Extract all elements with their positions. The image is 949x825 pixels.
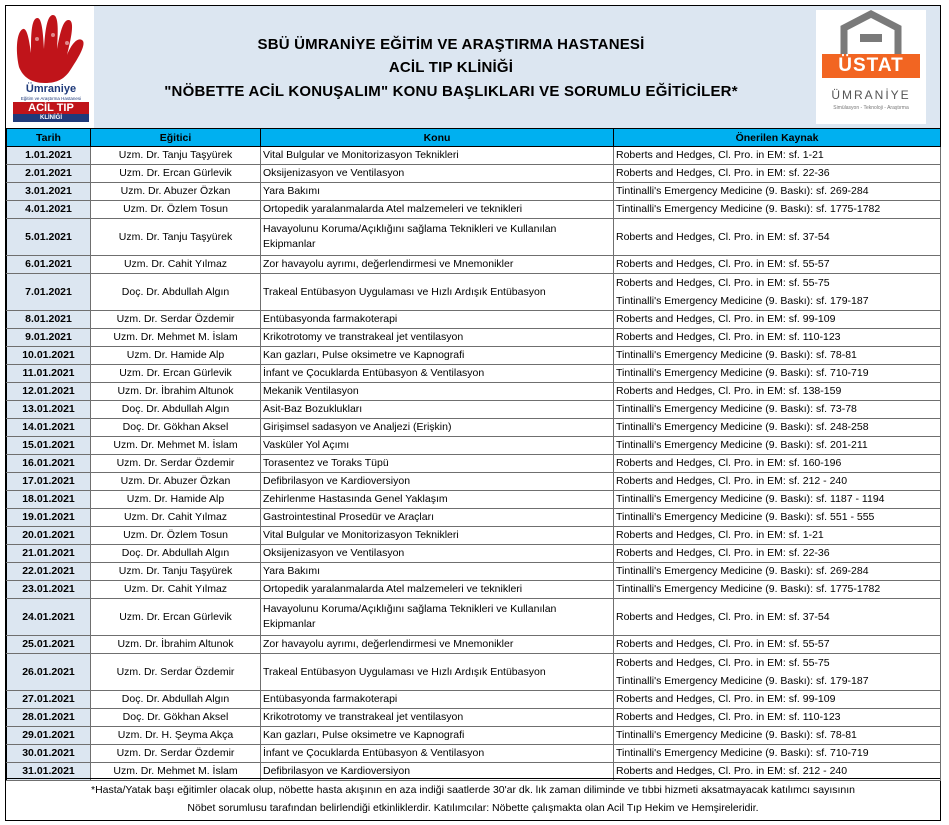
- table-row: [7, 347, 941, 365]
- topic-cell: Entübasyonda farmakoterapi: [261, 691, 614, 709]
- table-row: [7, 527, 941, 545]
- topic-cell: Havayolunu Koruma/Açıklığını sağlama Teknikleri ve Kullanılan Ekipmanlar: [261, 219, 614, 256]
- clinic-title: ACİL TIP KLİNİĞİ: [388, 59, 514, 76]
- topic-cell: Gastrointestinal Prosedür ve Araçları: [261, 509, 614, 527]
- date-cell: 28.01.2021: [7, 709, 91, 727]
- source-line: Tintinalli's Emergency Medicine (9. Baskı): sf. 1187 - 1194: [616, 493, 885, 505]
- date-cell: 22.01.2021: [7, 563, 91, 581]
- source-cell: [614, 545, 941, 563]
- source-cell: [614, 383, 941, 401]
- table-header-row: [7, 129, 941, 147]
- table-row: [7, 491, 941, 509]
- table-row: [7, 401, 941, 419]
- source-cell: [614, 401, 941, 419]
- source-line: Roberts and Hedges, Cl. Pro. in EM: sf. 110-123: [616, 711, 841, 723]
- date-cell: 2.01.2021: [7, 165, 91, 183]
- trainer-cell: Uzm. Dr. Cahit Yılmaz: [91, 581, 261, 599]
- table-row: [7, 419, 941, 437]
- topic-cell: Zor havayolu ayrımı, değerlendirmesi ve Mnemonikler: [261, 256, 614, 274]
- date-cell: 29.01.2021: [7, 727, 91, 745]
- date-cell: 7.01.2021: [7, 274, 91, 311]
- source-line: Roberts and Hedges, Cl. Pro. in EM: sf. 22-36: [616, 167, 830, 179]
- trainer-cell: Uzm. Dr. Hamide Alp: [91, 491, 261, 509]
- topic-cell: Torasentez ve Toraks Tüpü: [261, 455, 614, 473]
- table-row: [7, 383, 941, 401]
- source-line: Roberts and Hedges, Cl. Pro. in EM: sf. 212 - 240: [616, 765, 848, 777]
- trainer-cell: Uzm. Dr. Cahit Yılmaz: [91, 509, 261, 527]
- date-cell: 21.01.2021: [7, 545, 91, 563]
- topic-cell: Yara Bakımı: [261, 183, 614, 201]
- source-cell: [614, 636, 941, 654]
- date-cell: 24.01.2021: [7, 599, 91, 636]
- trainer-cell: Doç. Dr. Abdullah Algın: [91, 691, 261, 709]
- topic-cell: Mekanik Ventilasyon: [261, 383, 614, 401]
- source-line: Tintinalli's Emergency Medicine (9. Baskı): sf. 248-258: [616, 421, 869, 433]
- table-row: [7, 183, 941, 201]
- date-cell: 31.01.2021: [7, 763, 91, 781]
- source-line: Roberts and Hedges, Cl. Pro. in EM: sf. 37-54: [616, 610, 830, 623]
- date-cell: 27.01.2021: [7, 691, 91, 709]
- source-cell: [614, 419, 941, 437]
- topic-cell: Vital Bulgular ve Monitorizasyon Teknikleri: [261, 527, 614, 545]
- table-row: [7, 201, 941, 219]
- table-row: [7, 745, 941, 763]
- ustat-tagline: Simülasyon - Teknoloji - Araştırma: [833, 105, 909, 111]
- table-row: [7, 219, 941, 256]
- topic-cell: Entübasyonda farmakoterapi: [261, 311, 614, 329]
- topic-cell: İnfant ve Çocuklarda Entübasyon & Ventilasyon: [261, 365, 614, 383]
- source-line: Tintinalli's Emergency Medicine (9. Baskı): sf. 269-284: [616, 565, 869, 577]
- trainer-cell: Uzm. Dr. Tanju Taşyürek: [91, 147, 261, 165]
- date-cell: 13.01.2021: [7, 401, 91, 419]
- date-cell: 8.01.2021: [7, 311, 91, 329]
- source-cell: [614, 274, 941, 311]
- source-cell: [614, 745, 941, 763]
- trainer-cell: Uzm. Dr. Ercan Gürlevik: [91, 599, 261, 636]
- source-line: Roberts and Hedges, Cl. Pro. in EM: sf. 212 - 240: [616, 475, 848, 487]
- source-line: Roberts and Hedges, Cl. Pro. in EM: sf. 55-75: [616, 657, 830, 669]
- topic-cell: Yara Bakımı: [261, 563, 614, 581]
- trainer-cell: Uzm. Dr. İbrahim Altunok: [91, 636, 261, 654]
- table-row: [7, 455, 941, 473]
- source-cell: [614, 491, 941, 509]
- source-line: Tintinalli's Emergency Medicine (9. Baskı): sf. 269-284: [616, 185, 869, 197]
- schedule-table: [6, 128, 941, 781]
- topic-cell: Ortopedik yaralanmalarda Atel malzemeleri ve teknikleri: [261, 201, 614, 219]
- source-cell: [614, 563, 941, 581]
- source-cell: [614, 509, 941, 527]
- table-row: [7, 563, 941, 581]
- topic-cell: Kan gazları, Pulse oksimetre ve Kapnografi: [261, 347, 614, 365]
- topic-cell: Vasküler Yol Açımı: [261, 437, 614, 455]
- trainer-cell: Doç. Dr. Abdullah Algın: [91, 401, 261, 419]
- source-line: Roberts and Hedges, Cl. Pro. in EM: sf. 1-21: [616, 149, 824, 161]
- trainer-cell: Uzm. Dr. Mehmet M. İslam: [91, 763, 261, 781]
- table-row: [7, 165, 941, 183]
- footnote-line-1: *Hasta/Yatak başı eğitimler olacak olup, nöbette hasta akışının en aza indiği saatlerde 30'ar dk. lık zaman diliminde ve tıbbi hizmeti aksatmayacak katılımcı sayısının: [90, 784, 856, 796]
- trainer-cell: Uzm. Dr. Tanju Taşyürek: [91, 219, 261, 256]
- trainer-cell: Uzm. Dr. Özlem Tosun: [91, 527, 261, 545]
- trainer-cell: Uzm. Dr. Abuzer Özkan: [91, 183, 261, 201]
- source-line: Roberts and Hedges, Cl. Pro. in EM: sf. 1-21: [616, 529, 824, 541]
- trainer-cell: Uzm. Dr. Serdar Özdemir: [91, 745, 261, 763]
- source-cell: [614, 437, 941, 455]
- document-title: "NÖBETTE ACİL KONUŞALIM" KONU BAŞLIKLARI VE SORUMLU EĞİTİCİLER*: [164, 83, 738, 100]
- source-cell: [614, 527, 941, 545]
- date-cell: 17.01.2021: [7, 473, 91, 491]
- topic-cell: Ortopedik yaralanmalarda Atel malzemeleri ve teknikleri: [261, 581, 614, 599]
- trainer-cell: Doç. Dr. Gökhan Aksel: [91, 709, 261, 727]
- topic-cell: Krikotrotomy ve transtrakeal jet ventilasyon: [261, 709, 614, 727]
- source-cell: [614, 183, 941, 201]
- table-row: [7, 636, 941, 654]
- date-cell: 20.01.2021: [7, 527, 91, 545]
- source-cell: [614, 365, 941, 383]
- topic-cell: Oksijenizasyon ve Ventilasyon: [261, 165, 614, 183]
- source-line: Tintinalli's Emergency Medicine (9. Baskı): sf. 201-211: [616, 439, 868, 451]
- source-line: Roberts and Hedges, Cl. Pro. in EM: sf. 99-109: [616, 693, 836, 705]
- trainer-cell: Uzm. Dr. Hamide Alp: [91, 347, 261, 365]
- date-cell: 4.01.2021: [7, 201, 91, 219]
- topic-cell: Zehirlenme Hastasında Genel Yaklaşım: [261, 491, 614, 509]
- source-cell: [614, 219, 941, 256]
- source-cell: [614, 473, 941, 491]
- source-line: Tintinalli's Emergency Medicine (9. Baskı): sf. 1775-1782: [616, 583, 881, 595]
- topic-cell: Asit-Baz Bozuklukları: [261, 401, 614, 419]
- source-cell: [614, 201, 941, 219]
- source-line: Roberts and Hedges, Cl. Pro. in EM: sf. 138-159: [616, 385, 842, 397]
- source-line: Tintinalli's Emergency Medicine (9. Baskı): sf. 1775-1782: [616, 203, 881, 215]
- source-line: Roberts and Hedges, Cl. Pro. in EM: sf. 22-36: [616, 547, 830, 559]
- source-line: Tintinalli's Emergency Medicine (9. Baskı): sf. 78-81: [616, 349, 857, 361]
- topic-cell: Defibrilasyon ve Kardioversiyon: [261, 763, 614, 781]
- table-row: [7, 691, 941, 709]
- source-line: Tintinalli's Emergency Medicine (9. Baskı): sf. 710-719: [616, 367, 869, 379]
- source-line: Tintinalli's Emergency Medicine (9. Baskı): sf. 551 - 555: [616, 511, 875, 523]
- source-line: Roberts and Hedges, Cl. Pro. in EM: sf. 55-57: [616, 258, 830, 270]
- source-line: Tintinalli's Emergency Medicine (9. Baskı): sf. 179-187: [616, 675, 869, 687]
- footnote-line-2: Nöbet sorumlusu tarafından belirlendiği etkinliklerdir. Katılımcılar: Nöbette çalışmakta olan Acil Tıp Hekim ve Hemşireleridir.: [187, 802, 759, 814]
- date-cell: 16.01.2021: [7, 455, 91, 473]
- topic-cell: Kan gazları, Pulse oksimetre ve Kapnografi: [261, 727, 614, 745]
- trainer-cell: Uzm. Dr. Serdar Özdemir: [91, 311, 261, 329]
- table-row: [7, 147, 941, 165]
- date-cell: 11.01.2021: [7, 365, 91, 383]
- hospital-logo: [9, 9, 93, 123]
- header: [6, 6, 940, 128]
- trainer-cell: Uzm. Dr. Ercan Gürlevik: [91, 165, 261, 183]
- date-cell: 9.01.2021: [7, 329, 91, 347]
- ustat-brand: ÜSTAT: [822, 54, 920, 78]
- date-cell: 18.01.2021: [7, 491, 91, 509]
- source-line: Tintinalli's Emergency Medicine (9. Baskı): sf. 710-719: [616, 747, 869, 759]
- source-line: Tintinalli's Emergency Medicine (9. Baskı): sf. 73-78: [616, 403, 857, 415]
- date-cell: 25.01.2021: [7, 636, 91, 654]
- logo-name: Ümraniye: [25, 83, 77, 95]
- ustat-sub: ÜMRANİYE: [831, 88, 911, 102]
- date-cell: 23.01.2021: [7, 581, 91, 599]
- ustat-logo: [816, 10, 926, 124]
- source-cell: [614, 727, 941, 745]
- hospital-title: SBÜ ÜMRANİYE EĞİTİM VE ARAŞTIRMA HASTANESİ: [257, 36, 645, 53]
- date-cell: 5.01.2021: [7, 219, 91, 256]
- source-cell: [614, 256, 941, 274]
- source-line: Roberts and Hedges, Cl. Pro. in EM: sf. 110-123: [616, 331, 841, 343]
- table-row: [7, 581, 941, 599]
- source-line: Roberts and Hedges, Cl. Pro. in EM: sf. 55-75: [616, 277, 830, 289]
- topic-cell: Trakeal Entübasyon Uygulaması ve Hızlı Ardışık Entübasyon: [261, 654, 614, 691]
- trainer-cell: Uzm. Dr. İbrahim Altunok: [91, 383, 261, 401]
- date-cell: 10.01.2021: [7, 347, 91, 365]
- date-cell: 14.01.2021: [7, 419, 91, 437]
- title-panel: [94, 6, 808, 128]
- table-row: [7, 545, 941, 563]
- logo-brand: ACİL TIP: [13, 102, 89, 114]
- date-cell: 12.01.2021: [7, 383, 91, 401]
- column-header-trainer: Eğitici: [91, 129, 261, 147]
- table-row: [7, 274, 941, 311]
- trainer-cell: Uzm. Dr. Özlem Tosun: [91, 201, 261, 219]
- date-cell: 26.01.2021: [7, 654, 91, 691]
- table-row: [7, 473, 941, 491]
- date-cell: 30.01.2021: [7, 745, 91, 763]
- trainer-cell: Uzm. Dr. Tanju Taşyürek: [91, 563, 261, 581]
- date-cell: 1.01.2021: [7, 147, 91, 165]
- date-cell: 19.01.2021: [7, 509, 91, 527]
- topic-cell: İnfant ve Çocuklarda Entübasyon & Ventilasyon: [261, 745, 614, 763]
- source-cell: [614, 165, 941, 183]
- table-row: [7, 437, 941, 455]
- trainer-cell: Uzm. Dr. Serdar Özdemir: [91, 455, 261, 473]
- topic-cell: Krikotrotomy ve transtrakeal jet ventilasyon: [261, 329, 614, 347]
- column-header-date: Tarih: [7, 129, 91, 147]
- source-line: Roberts and Hedges, Cl. Pro. in EM: sf. 55-57: [616, 638, 830, 650]
- trainer-cell: Uzm. Dr. Abuzer Özkan: [91, 473, 261, 491]
- table-row: [7, 599, 941, 636]
- source-line: Roberts and Hedges, Cl. Pro. in EM: sf. 160-196: [616, 457, 842, 469]
- column-header-source: Önerilen Kaynak: [614, 129, 941, 147]
- topic-cell: Defibrilasyon ve Kardioversiyon: [261, 473, 614, 491]
- source-cell: [614, 329, 941, 347]
- topic-cell: Oksijenizasyon ve Ventilasyon: [261, 545, 614, 563]
- source-line: Roberts and Hedges, Cl. Pro. in EM: sf. 37-54: [616, 230, 830, 243]
- source-cell: [614, 599, 941, 636]
- date-cell: 6.01.2021: [7, 256, 91, 274]
- trainer-cell: Doç. Dr. Abdullah Algın: [91, 274, 261, 311]
- topic-cell: Zor havayolu ayrımı, değerlendirmesi ve Mnemonikler: [261, 636, 614, 654]
- source-line: Roberts and Hedges, Cl. Pro. in EM: sf. 99-109: [616, 313, 836, 325]
- source-cell: [614, 455, 941, 473]
- table-row: [7, 311, 941, 329]
- trainer-cell: Uzm. Dr. Serdar Özdemir: [91, 654, 261, 691]
- topic-cell: Girişimsel sadasyon ve Analjezi (Erişkin): [261, 419, 614, 437]
- trainer-cell: Uzm. Dr. H. Şeyma Akça: [91, 727, 261, 745]
- column-header-topic: Konu: [261, 129, 614, 147]
- table-row: [7, 365, 941, 383]
- topic-cell: Havayolunu Koruma/Açıklığını sağlama Teknikleri ve Kullanılan Ekipmanlar: [261, 599, 614, 636]
- source-line: Tintinalli's Emergency Medicine (9. Baskı): sf. 78-81: [616, 729, 857, 741]
- date-cell: 3.01.2021: [7, 183, 91, 201]
- table-row: [7, 709, 941, 727]
- topic-cell: Trakeal Entübasyon Uygulaması ve Hızlı Ardışık Entübasyon: [261, 274, 614, 311]
- table-row: [7, 654, 941, 691]
- source-cell: [614, 691, 941, 709]
- trainer-cell: Uzm. Dr. Cahit Yılmaz: [91, 256, 261, 274]
- source-cell: [614, 709, 941, 727]
- trainer-cell: Uzm. Dr. Mehmet M. İslam: [91, 329, 261, 347]
- trainer-cell: Uzm. Dr. Ercan Gürlevik: [91, 365, 261, 383]
- table-row: [7, 509, 941, 527]
- table-row: [7, 727, 941, 745]
- logo-brand-sub: KLİNİĞİ: [13, 114, 89, 122]
- trainer-cell: Uzm. Dr. Mehmet M. İslam: [91, 437, 261, 455]
- footnote: [6, 778, 940, 820]
- source-cell: [614, 654, 941, 691]
- source-line: Tintinalli's Emergency Medicine (9. Baskı): sf. 179-187: [616, 295, 869, 307]
- source-cell: [614, 311, 941, 329]
- date-cell: 15.01.2021: [7, 437, 91, 455]
- source-cell: [614, 147, 941, 165]
- source-cell: [614, 347, 941, 365]
- table-row: [7, 256, 941, 274]
- source-cell: [614, 581, 941, 599]
- table-row: [7, 329, 941, 347]
- ustat-logo-box: [808, 6, 940, 128]
- trainer-cell: Doç. Dr. Abdullah Algın: [91, 545, 261, 563]
- trainer-cell: Doç. Dr. Gökhan Aksel: [91, 419, 261, 437]
- logo-sub: Eğitim ve Araştırma Hastanesi: [20, 96, 82, 101]
- schedule-sheet: [5, 5, 941, 821]
- topic-cell: Vital Bulgular ve Monitorizasyon Teknikleri: [261, 147, 614, 165]
